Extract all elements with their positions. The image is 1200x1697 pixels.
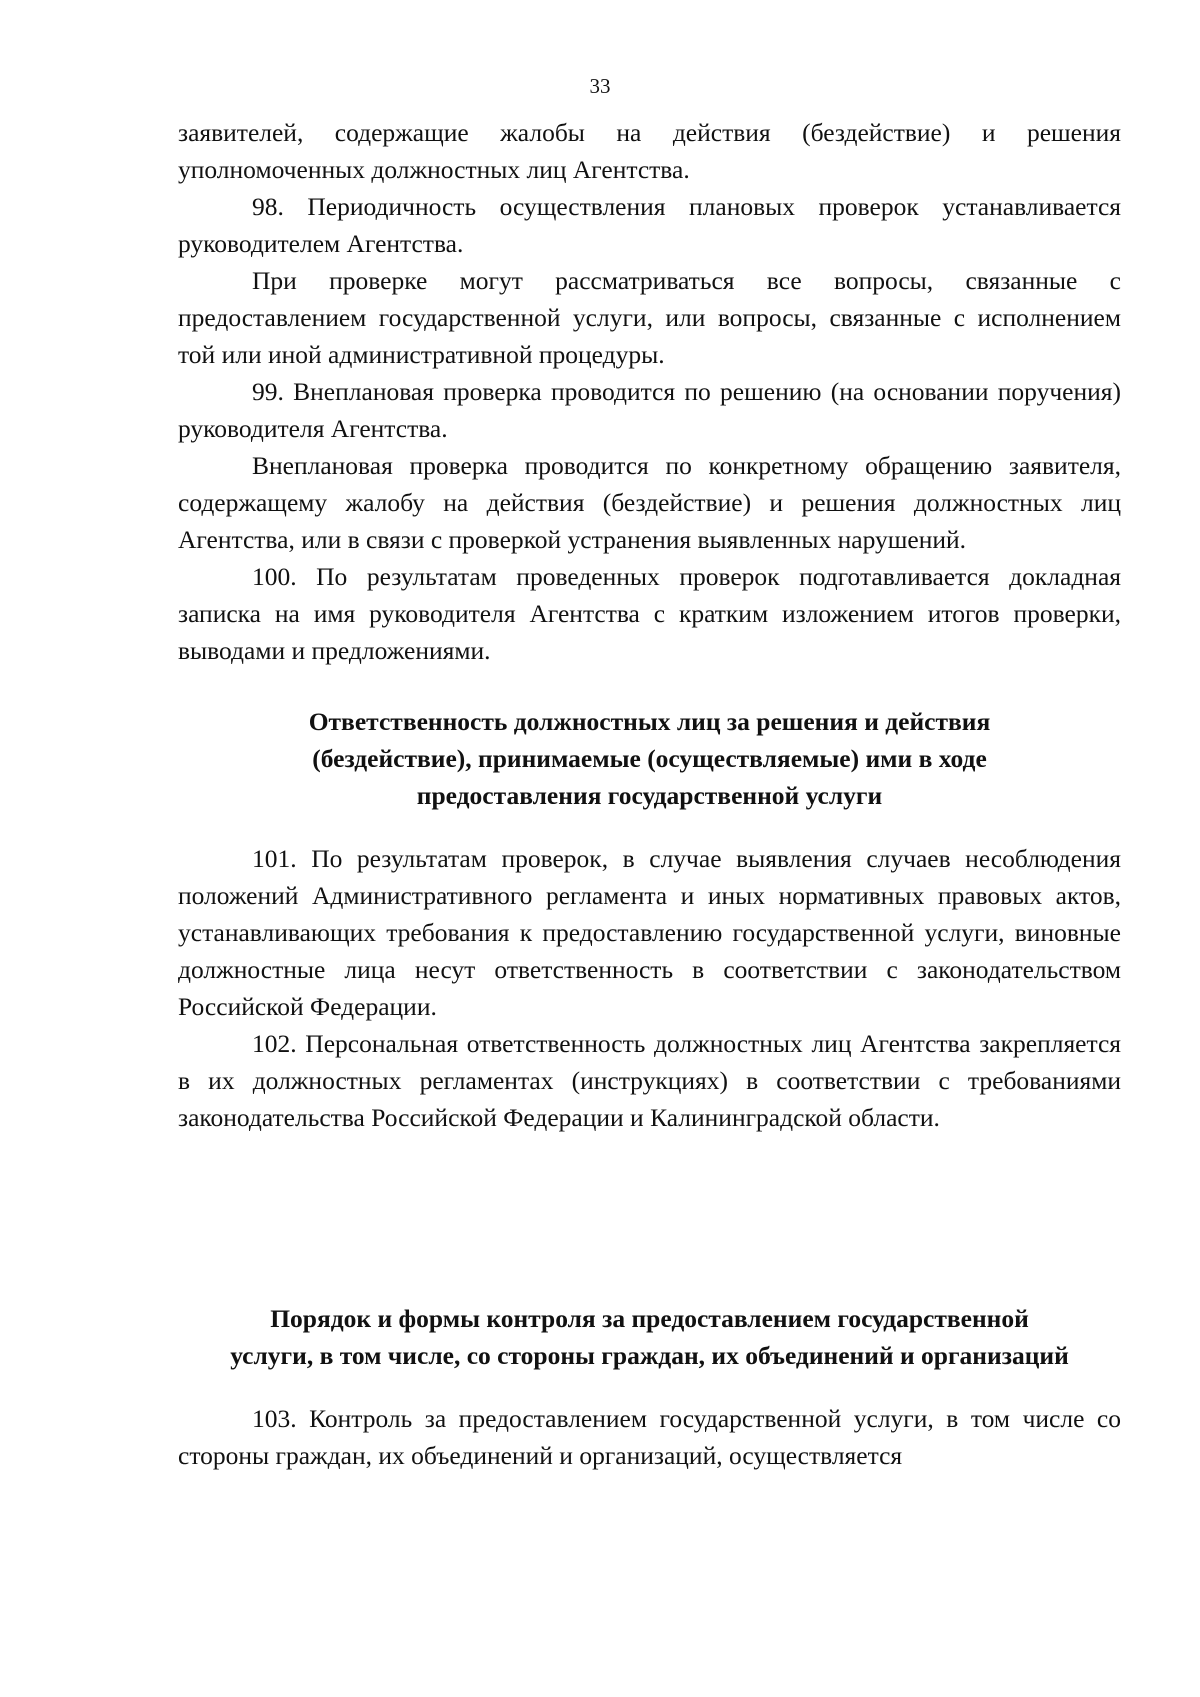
page-number: 33 [589, 74, 611, 98]
section-heading-responsibility [178, 703, 1121, 814]
text-block-3 [178, 1400, 1121, 1474]
paragraph: Внеплановая проверка проводится по конкретному обращению заявителя, содержащему жалобу на действия (бездействие) и решения должностных лиц Агентства, или в связи с проверкой устранения выявленных нарушений. [178, 451, 1121, 554]
paragraph-102: 102. Персональная ответственность должностных лиц Агентства закрепляется в их должностных регламентах (инструкциях) в соответствии с требованиями законодательства Российской Федерации и Калининградской области. [178, 1029, 1121, 1132]
paragraph-103: 103. Контроль за предоставлением государственной услуги, в том числе со стороны граждан, их объединений и организаций, осуществляется [178, 1404, 1121, 1470]
paragraph: заявителей, содержащие жалобы на действия (бездействие) и решения уполномоченных должностных лиц Агентства. [178, 118, 1121, 184]
paragraph-99: 99. Внеплановая проверка проводится по решению (на основании поручения) руководителя Агентства. [178, 377, 1121, 443]
heading-line: услуги, в том числе, со стороны граждан, их объединений и организаций [230, 1341, 1069, 1370]
paragraph-100: 100. По результатам проведенных проверок подготавливается докладная записка на имя руководителя Агентства с кратким изложением итогов проверки, выводами и предложениями. [178, 562, 1121, 665]
heading-line: Порядок и формы контроля за предоставлением государственной [270, 1304, 1029, 1333]
paragraph-101: 101. По результатам проверок, в случае выявления случаев несоблюдения положений Административного регламента и иных нормативных правовых актов, устанавливающих требования к предоставлению государственной услуги, виновные должностные лица несут ответственность в соответствии с законодательством Российской Федерации. [178, 844, 1121, 1021]
text-block-2 [178, 840, 1121, 1136]
heading-line: (бездействие), принимаемые (осуществляемые) ими в ходе [312, 744, 987, 773]
section-heading-control [178, 1300, 1121, 1374]
paragraph-98: 98. Периодичность осуществления плановых проверок устанавливается руководителем Агентства. [178, 192, 1121, 258]
paragraph: При проверке могут рассматриваться все вопросы, связанные с предоставлением государственной услуги, или вопросы, связанные с исполнением той или иной административной процедуры. [178, 266, 1121, 369]
text-block-1 [178, 114, 1121, 669]
heading-line: предоставления государственной услуги [416, 781, 883, 810]
heading-line: Ответственность должностных лиц за решения и действия [308, 707, 991, 736]
